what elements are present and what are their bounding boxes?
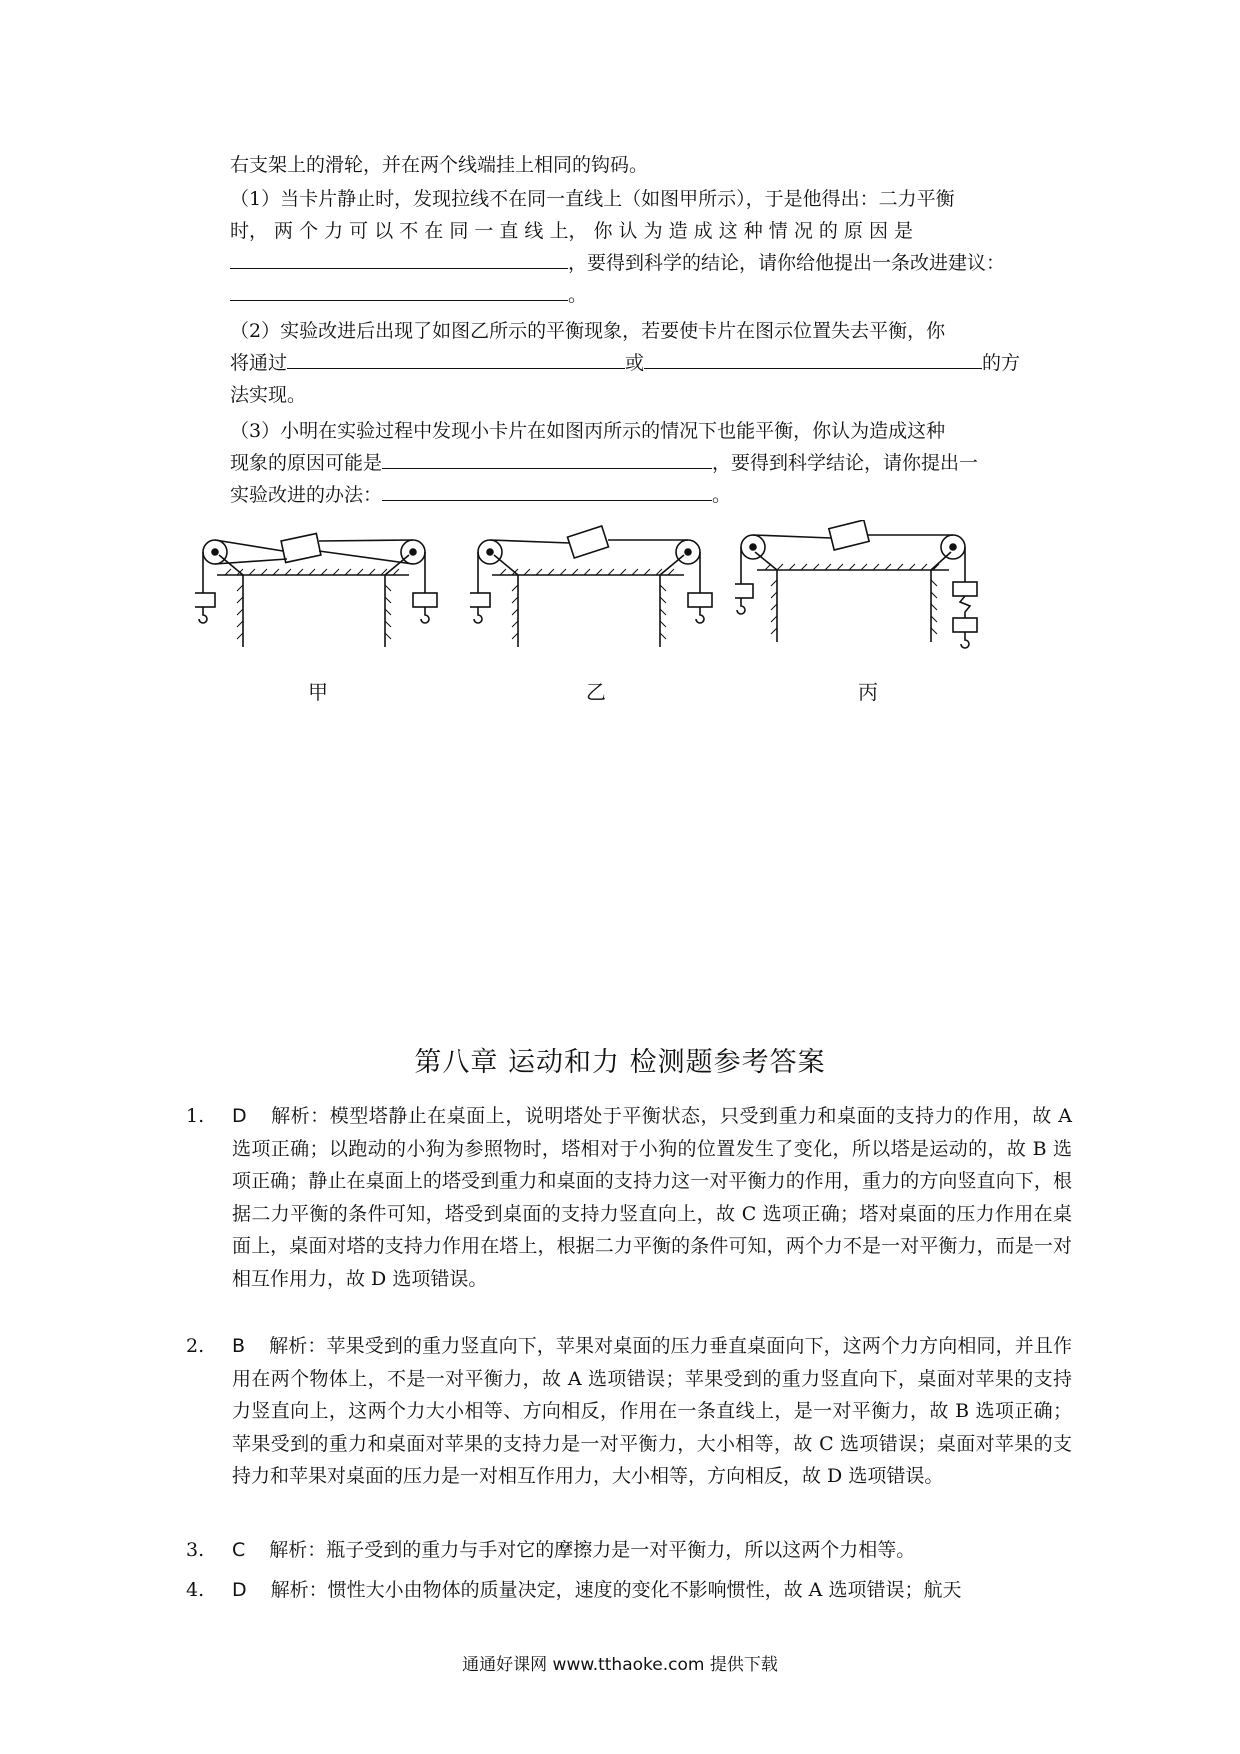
question-intro: 右支架上的滑轮，并在两个线端挂上相同的钩码。 <box>230 154 649 176</box>
answer-choice: C <box>232 1539 246 1561</box>
left-weight <box>735 584 753 598</box>
figure-caption-yi: 乙 <box>586 680 606 704</box>
right-weight-lower <box>953 618 977 632</box>
answer-blank[interactable] <box>382 448 712 469</box>
right-weight <box>413 593 437 607</box>
part1-line3: ，要得到科学的结论，请你给他提出一条改进建议： <box>230 248 1005 278</box>
answer-blank[interactable] <box>382 480 712 501</box>
part3-line1: （3）小明在实验过程中发现小卡片在如图丙所示的情况下也能平衡，你认为造成这种 <box>230 420 946 442</box>
table <box>217 555 409 647</box>
figure-caption-bing: 丙 <box>858 680 878 704</box>
answer-text: 解析：惯性大小由物体的质量决定，速度的变化不影响惯性，故 A 选项错误；航天 <box>270 1579 962 1601</box>
answer-number: 1. <box>186 1105 205 1127</box>
figure-caption-jia: 甲 <box>308 680 328 704</box>
answer-item-1 <box>186 1100 1072 1330</box>
diagram-bing <box>735 520 985 670</box>
right-weight-upper <box>953 582 977 596</box>
answer-number: 2. <box>186 1335 205 1357</box>
left-weight <box>195 593 215 607</box>
diagram-jia <box>195 525 445 655</box>
answers-title: 第八章 运动和力 检测题参考答案 <box>414 1047 826 1078</box>
answer-body <box>232 1574 1072 1607</box>
answer-blank[interactable] <box>287 348 625 369</box>
answer-number: 4. <box>186 1579 205 1601</box>
left-weight <box>470 593 490 607</box>
answer-blank[interactable] <box>230 248 568 269</box>
card <box>281 533 321 562</box>
answer-blank[interactable] <box>644 348 982 369</box>
part2-line1: （2）实验改进后出现了如图乙所示的平衡现象，若要使卡片在图示位置失去平衡，你 <box>230 320 946 342</box>
part3-line2: 现象的原因可能是 ，要得到科学结论，请你提出一 <box>230 448 978 478</box>
answer-body <box>232 1330 1072 1493</box>
part3-line3: 实验改进的办法： 。 <box>230 480 731 510</box>
answer-choice: D <box>232 1105 247 1127</box>
card <box>829 520 869 550</box>
answer-text: 解析：模型塔静止在桌面上，说明塔处于平衡状态，只受到重力和桌面的支持力的作用，故 A 选项正确；以跑动的小狗为参照物时，塔相对于小狗的位置发生了变化，所以塔是运动的，故 B 选项正确；静止在桌面上的塔受到重力和桌面的支持力这一对平衡力的作用，重力的方向竖直向下，根据二力平衡的条件可知，塔受到桌面的支持力竖直向上，故 C 选项正确；塔对桌面的压力作用在桌面上，桌面对塔的支持力作用在塔上，根据二力平衡的条件可知，两个力不是一对平衡力，而是一对相互作用力，故 D 选项错误。 <box>232 1105 1072 1290</box>
answer-choice: D <box>232 1579 247 1601</box>
right-weight <box>688 593 712 607</box>
card <box>567 526 608 558</box>
answer-body <box>232 1534 1072 1567</box>
answer-item-2 <box>186 1330 1072 1500</box>
answer-text: 解析：苹果受到的重力竖直向下，苹果对桌面的压力垂直桌面向下，这两个力方向相同，并且作用在两个物体上，不是一对平衡力，故 A 选项错误；苹果受到的重力竖直向下，桌面对苹果的支持力竖直向上，这两个力大小相等、方向相反，作用在一条直线上，是一对平衡力，故 B 选项正确；苹果受到的重力和桌面对苹果的支持力是一对平衡力，大小相等，故 C 选项错误；桌面对苹果的支持力和苹果对桌面的压力是一对相互作用力，大小相等，方向相反，故 D 选项错误。 <box>232 1335 1072 1487</box>
answer-number: 3. <box>186 1539 205 1561</box>
answer-choice: B <box>232 1335 246 1357</box>
page-footer: 通通好课网 www.tthaoke.com 提供下载 <box>462 1655 778 1675</box>
diagram-yi <box>470 525 720 655</box>
answer-body <box>232 1100 1072 1295</box>
answer-text: 解析：瓶子受到的重力与手对它的摩擦力是一对平衡力，所以这两个力相等。 <box>269 1539 916 1561</box>
part1-line2: 时， 两 个 力 可 以 不 在 同 一 直 线 上， 你 认 为 造 成 这 种 情 况 的 原 因 是 <box>230 220 913 242</box>
part1-line4: 。 <box>230 280 587 310</box>
part1-line1: （1）当卡片静止时，发现拉线不在同一直线上（如图甲所示），于是他得出：二力平衡 <box>230 188 955 210</box>
part2-line2: 将通过 或 的方 <box>230 348 1020 378</box>
part2-line3: 法实现。 <box>230 384 307 406</box>
answer-blank[interactable] <box>230 280 568 301</box>
